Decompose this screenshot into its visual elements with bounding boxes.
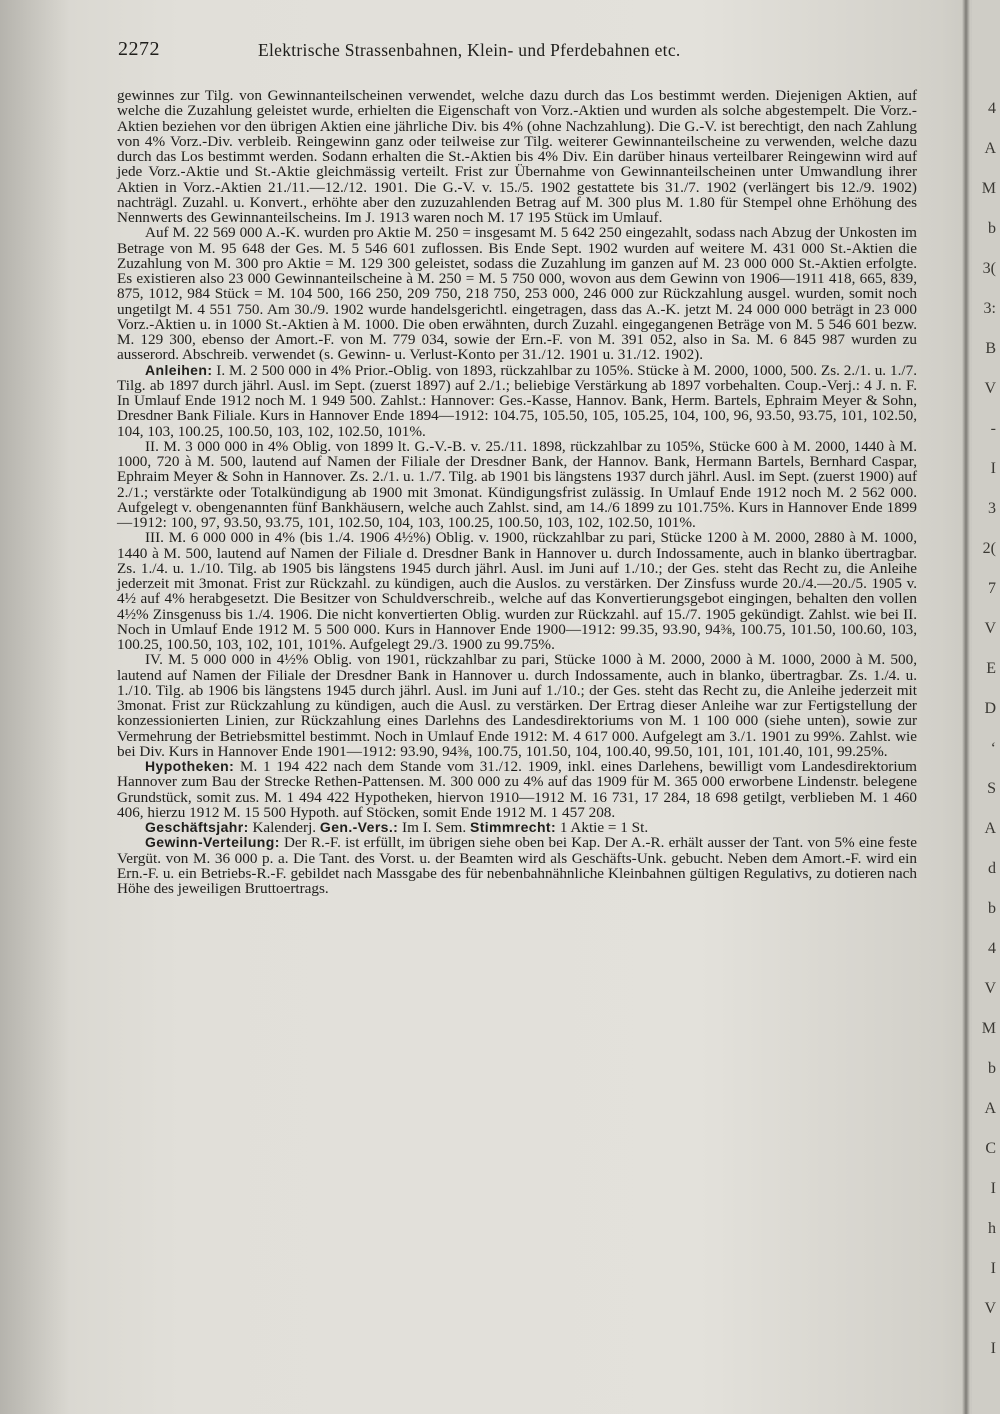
paragraph-text: 1 Aktie = 1 St. xyxy=(556,819,649,836)
body-text xyxy=(117,88,917,896)
running-title: Elektrische Strassenbahnen, Klein- und Pferdebahnen etc. xyxy=(258,40,681,60)
paragraph-anleihen xyxy=(117,363,917,439)
paragraph-aktienkapital xyxy=(117,225,917,362)
edge-glyph: V xyxy=(984,1300,996,1317)
edge-glyph: V xyxy=(984,620,996,637)
edge-glyph: M xyxy=(981,180,996,197)
edge-glyph: 3( xyxy=(982,260,996,277)
edge-glyph: h xyxy=(988,1220,996,1237)
page-number: 2272 xyxy=(118,38,160,60)
edge-glyph: 3 xyxy=(988,500,996,517)
paragraph-text: Auf M. 22 569 000 A.-K. wurden pro Aktie M. 250 = insgesamt M. 5 642 250 eingezahlt, sodass nach Abzug der Unkosten im Betrage von M. 95 648 der Ges. M. 5 546 601 zuflossen. Bis Ende Sept. 1902 wurden auf weitere M. 431 000 St.-Aktien die Zuzahlung von M. 300 pro Aktie = M. 129 300 geleistet, sodass die Zuzahlung im ganzen auf M. 23 000 000 St.-Aktien erfolgte. Es existieren also 23 000 Gewinnanteilscheine à M. 250 = M. 5 750 000, wovon aus dem Gewinn von 1906—1911 418, 665, 839, 875, 1012, 984 Stück = M. 104 500, 166 250, 209 750, 218 750, 253 000, 246 000 zur Rückzahlung ausgel. wurden, somit noch ungetilgt M. 4 551 750. Am 30./9. 1902 wurde handelsgerichtl. eingetragen, dass das A.-K. jetzt M. 24 000 000 beträgt in 23 000 Vorz.-Aktien u. in 1000 St.-Aktien à M. 1000. Die oben erwähnten, durch Zuzahl. eingegangenen Beträge von M. 5 546 601 bezw. M. 129 300, ebenso der Amort.-F. von M. 779 034, sowie der Ern.-F. von M. 391 052, also in Sa. M. 6 845 987 wurden zu ausserord. Abschreib. verwendet (s. Gewinn- u. Verlust-Konto per 31./12. 1901 u. 31./12. 1902). xyxy=(117,224,917,364)
edge-glyph: I xyxy=(990,460,996,477)
edge-glyph: I xyxy=(990,1340,996,1357)
paragraph-anleihe-3 xyxy=(117,530,917,652)
edge-glyph: C xyxy=(985,1140,996,1157)
paragraph-text: I. M. 2 500 000 in 4% Prior.-Oblig. von 1893, rückzahlbar zu 105%. Stücke à M. 2000, 1000, 500. Zs. 2./1. u. 1./7. Tilg. ab 1897 durch jährl. Ausl. im Sept. (zuerst 1897) auf 2./1.; beliebige Verstärkung ab 1897 vorbehalten. Coup.-Verj.: 4 J. n. F. In Umlauf Ende 1912 noch M. 1 949 500. Zahlst.: Hannover: Ges.-Kasse, Hannov. Bank, Herm. Bartels, Ephraim Meyer & Sohn, Dresdner Bank Filiale. Kurs in Hannover Ende 1894—1912: 104.75, 105.50, 105, 105.25, 104, 100, 96, 93.50, 93.75, 101, 102.50, 104, 103, 100.25, 100.50, 103, 102, 102.50, 101%. xyxy=(117,361,917,440)
paragraph-intro xyxy=(117,88,917,225)
section-label: Geschäftsjahr: xyxy=(145,819,249,835)
paragraph-text: III. M. 6 000 000 in 4% (bis 1./4. 1906 4½%) Oblig. v. 1900, rückzahlbar zu pari, Stücke 1200 à M. 2000, 2880 à M. 1000, 1440 à M. 500, lautend auf Namen der Filiale d. Dresdner Bank in Hannover u. durch Indossamente, auch in blanko übertragbar. Zs. 1./4. u. 1./10. Tilg. ab 1905 bis längstens 1945 durch jährl. Ausl. im Juni auf 1./10.; der Ges. steht das Recht zu, die Anleihe jederzeit mit 3monat. Frist zur Rückzahl. zu kündigen, auch die Auslos. zu verstärken. Der Zinsfuss wurde 20./4.—20./5. 1905 v. 4½ auf 4% herabgesetzt. Die Besitzer von Schuldverschreib., welche auf das Konvertierungsgebot eingingen, behalten den vollen 4½% Zinsgenuss bis 1./4. 1906. Die nicht konvertierten Oblig. wurden zur Rückzahl. auf 15./7. 1905 gekündigt. Zahlst. wie bei II. Noch in Umlauf Ende 1912 M. 5 500 000. Kurs in Hannover Ende 1900—1912: 99.35, 93.90, 94⅜, 100.75, 101.50, 100.60, 103, 100.25, 100.50, 103, 102, 101, 101%. Aufgelegt 29./3. 1900 zu 99.75%. xyxy=(117,529,917,653)
page-header xyxy=(118,38,918,68)
adjacent-page-edge xyxy=(972,0,1000,1414)
edge-glyph: V xyxy=(984,380,996,397)
edge-glyph: I xyxy=(990,1180,996,1197)
edge-glyph: 4 xyxy=(988,100,996,117)
edge-glyph: D xyxy=(984,700,996,717)
edge-glyph: S xyxy=(987,780,996,797)
section-label: Hypotheken: xyxy=(145,758,235,774)
paragraph-hypotheken xyxy=(117,759,917,820)
edge-glyph: b xyxy=(988,220,996,237)
edge-glyph: 3: xyxy=(983,300,996,317)
paragraph-geschaeftsjahr xyxy=(117,820,917,835)
edge-glyph: M xyxy=(981,1020,996,1037)
section-label: Stimmrecht: xyxy=(469,819,557,835)
section-label: Gen.-Vers.: xyxy=(319,819,399,835)
paragraph-text: M. 1 194 422 nach dem Stande vom 31./12. 1909, inkl. eines Darlehens, bewilligt vom Landesdirektorium Hannover zum Bau der Strecke Rethen-Pattensen. M. 300 000 zu 4% auf das 1909 für M. 365 000 erworbene Lindenstr. belegene Grundstück, somit zus. M. 1 494 422 Hypotheken, hiervon 1910—1912 M. 16 731, 17 284, 18 698 getilgt, verblieben M. 1 460 406, hierzu 1912 M. 15 500 Hypoth. auf Stöcken, somit Ende 1912 M. 1 457 208. xyxy=(117,758,917,821)
paragraph-text: Kalenderj. xyxy=(248,819,320,836)
edge-glyph: 2( xyxy=(982,540,996,557)
edge-glyph: ‘ xyxy=(990,740,996,757)
section-label: Anleihen: xyxy=(145,361,213,378)
binding-shadow xyxy=(0,0,70,1414)
paragraph-anleihe-2 xyxy=(117,439,917,531)
edge-glyph: E xyxy=(986,660,996,677)
edge-glyph: b xyxy=(988,900,996,917)
paragraph-text: IV. M. 5 000 000 in 4½% Oblig. von 1901, rückzahlbar zu pari, Stücke 1000 à M. 2000, 2000 à M. 1000, 2000 à M. 500, lautend auf Namen der Filiale der Dresdner Bank in Hannover u. durch Indossamente, auch in blanko, übertragbar. Zs. 1./4. u. 1./10. Tilg. ab 1906 bis längstens 1945 durch jährl. Ausl. im Juni auf 1./10.; der Ges. steht das Recht zu, die Anleihe jederzeit mit 3monat. Frist zur Rückzahlung zu kündigen, auch die Ausl. zu verstärken. Der Ertrag dieser Anleihe war zur Fertigstellung der konzessionierten Linien, zur Rückzahlung eines Darlehns des Landesdirektoriums von M. 1 100 000 (siehe unten), sowie zur Vermehrung der Betriebsmittel bestimmt. Noch in Umlauf Ende 1912: M. 4 617 000. Aufgelegt am 3./1. 1901 zu 99%. Zahlst. wie bei Div. Kurs in Hannover Ende 1901—1912: 93.90, 94⅜, 100.75, 101.50, 104, 100.40, 99.50, 101, 101, 101.40, 101, 99.25%. xyxy=(117,651,917,760)
edge-glyph: V xyxy=(984,980,996,997)
paragraph-gewinn-verteilung xyxy=(117,835,917,896)
paragraph-text: Im I. Sem. xyxy=(398,819,470,836)
edge-glyph: 4 xyxy=(988,940,996,957)
edge-glyph: A xyxy=(984,1100,996,1117)
edge-glyph: A xyxy=(984,820,996,837)
paragraph-text: gewinnes zur Tilg. von Gewinnanteilscheinen verwendet, welche dazu durch das Los bestimmt werden. Diejenigen Aktien, auf welche die Zuzahlung geleistet wurde, erhielten die Eigenschaft von Vorz.-Aktien und wurden als solche abgestempelt. Die Vorz.-Aktien beziehen vor den übrigen Aktien eine jährliche Div. bis 4% (ohne Nachzahlung). Die G.-V. ist berechtigt, den nach Zahlung von 4% Vorz.-Div. verbleib. Reingewinn ganz oder teilweise zur Tilg. weiterer Gewinnanteilscheine zu verwenden, welche dazu durch das Los bestimmt werden. Sodann erhalten die St.-Aktien bis 4% Div. Ein darüber hinaus verteilbarer Reingewinn wird auf jede Vorz.-Aktie und St.-Aktie gleichmässig verteilt. Frist zur Übernahme von Gewinnanteilscheinen unter Umwandlung ihrer Aktien in Vorz.-Aktien 21./11.—12./12. 1901. Die G.-V. v. 15./5. 1902 gestattete bis 31./7. 1902 (verlängert bis 12./9. 1902) nachträgl. Zuzahl. u. Konvert., erhöhte aber den zuzuzahlenden Betrag auf M. 300 plus M. 1.80 für Stempel ohne Erhöhung des Nennwerts des Gewinnanteilscheins. Im J. 1913 waren noch M. 17 195 Stück im Umlauf. xyxy=(117,87,917,226)
edge-glyph: b xyxy=(988,1060,996,1077)
edge-glyph: - xyxy=(990,420,996,437)
edge-glyph: 7 xyxy=(988,580,996,597)
page-gutter xyxy=(962,0,970,1414)
paragraph-text: Der R.-F. ist erfüllt, im übrigen siehe oben bei Kap. Der A.-R. erhält ausser der Tant. von 5% eine feste Vergüt. von M. 36 000 p. a. Die Tant. des Vorst. u. der Beamten wird als Geschäfts-Unk. gebucht. Neben dem Amort.-F. wird ein Ern.-F. u. ein Betriebs-R.-F. gebildet nach Massgabe des für nebenbahnähnliche Kleinbahnen gültigen Regulativs, zu dotieren nach Höhe des jeweiligen Bruttoertrags. xyxy=(117,834,917,897)
edge-glyph: I xyxy=(990,1260,996,1277)
section-label: Gewinn-Verteilung: xyxy=(145,834,280,851)
edge-glyph: B xyxy=(985,340,996,357)
paragraph-anleihe-4 xyxy=(117,652,917,759)
paragraph-text: II. M. 3 000 000 in 4% Oblig. von 1899 lt. G.-V.-B. v. 25./11. 1898, rückzahlbar zu 105%, Stücke 600 à M. 2000, 1440 à M. 1000, 720 à M. 500, lautend auf Namen der Filiale der Dresdner Bank, der Hannov. Bank, Hermann Bartels, Bernhard Caspar, Ephraim Meyer & Sohn in Hannover. Zs. 2./1. u. 1./7. Tilg. ab 1901 bis längstens 1937 durch jährl. Ausl. im Sept. (zuerst 1900) auf 2./1.; verstärkte oder Totalkündigung ab 1900 mit 3monat. Kündigungsfrist zulässig. In Umlauf Ende 1912 noch M. 2 562 000. Aufgelegt v. obengenannten fünf Bankhäusern, welche auch Zahlst. sind, am 14./6 1899 zu 101.75%. Kurs in Hannover Ende 1899—1912: 100, 97, 93.50, 93.75, 101, 102.50, 104, 103, 100.25, 100.50, 103, 102, 102.50, 101%. xyxy=(117,437,917,531)
edge-glyph: d xyxy=(988,860,996,877)
edge-glyph: A xyxy=(984,140,996,157)
